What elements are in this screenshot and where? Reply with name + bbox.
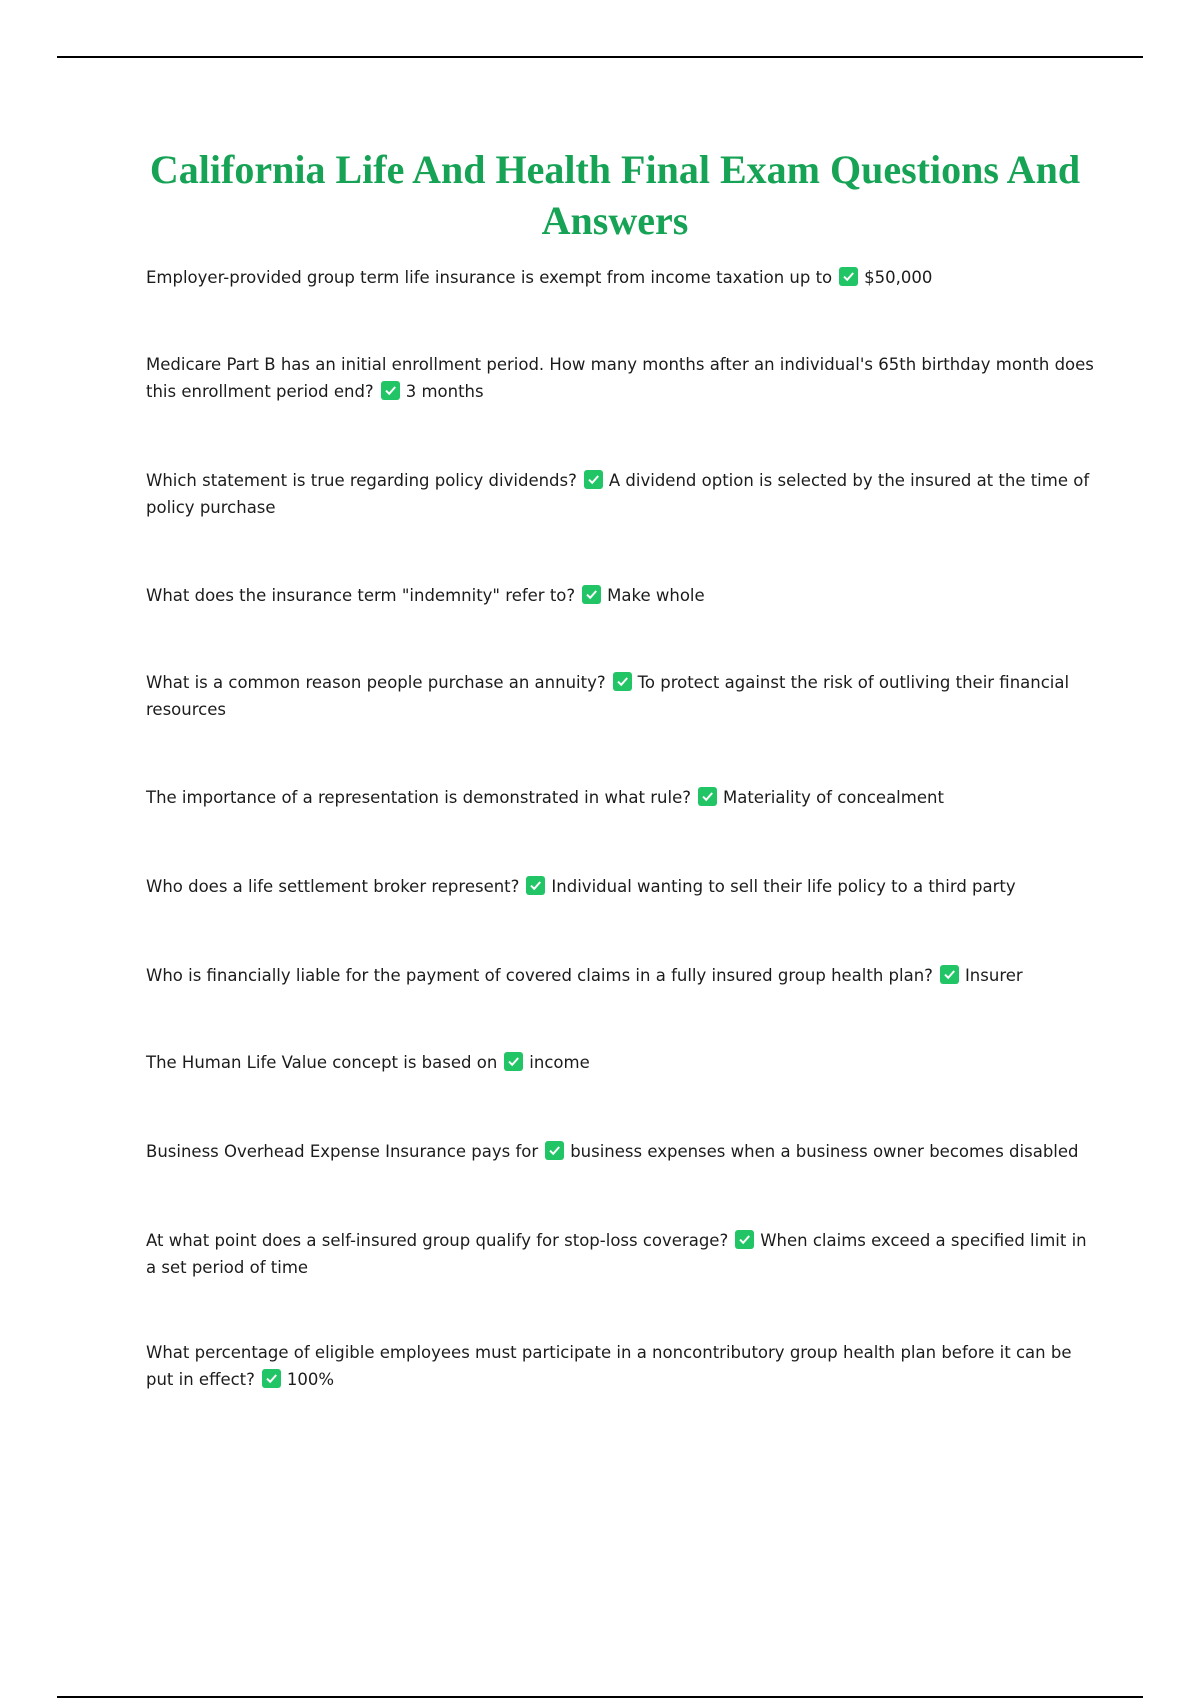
- qa-item: [146, 669, 1096, 723]
- question-text: Medicare Part B has an initial enrollment period. How many months after an individual's 65th birthday month does this enrollment period end?: [146, 355, 1094, 401]
- question-text: The importance of a representation is demonstrated in what rule?: [146, 788, 691, 807]
- question-text: Employer-provided group term life insurance is exempt from income taxation up to: [146, 268, 833, 287]
- checkmark-icon: [582, 585, 601, 604]
- answer-text: income: [529, 1053, 590, 1072]
- answer-text: 3 months: [405, 382, 484, 401]
- answer-text: When claims exceed a specified limit in a set period of time: [146, 1231, 1087, 1277]
- checkmark-icon: [504, 1052, 523, 1071]
- qa-item: [146, 1227, 1096, 1281]
- question-text: Who does a life settlement broker represent?: [146, 877, 520, 896]
- checkmark-icon: [698, 787, 717, 806]
- question-text: Business Overhead Expense Insurance pays for: [146, 1142, 539, 1161]
- checkmark-icon: [940, 965, 959, 984]
- question-text: What does the insurance term "indemnity" refer to?: [146, 586, 576, 605]
- answer-text: Individual wanting to sell their life policy to a third party: [551, 877, 1016, 896]
- qa-item: [146, 351, 1096, 405]
- answer-text: 100%: [286, 1370, 335, 1389]
- question-text: Who is financially liable for the payment of covered claims in a fully insured group health plan?: [146, 966, 933, 985]
- top-rule: [57, 56, 1143, 58]
- checkmark-icon: [262, 1369, 281, 1388]
- checkmark-icon: [545, 1141, 564, 1160]
- question-text: At what point does a self-insured group qualify for stop-loss coverage?: [146, 1231, 729, 1250]
- qa-item: [146, 582, 1096, 609]
- question-text: Which statement is true regarding policy dividends?: [146, 471, 577, 490]
- checkmark-icon: [526, 876, 545, 895]
- checkmark-icon: [584, 470, 603, 489]
- qa-item: [146, 264, 1096, 291]
- page-title: California Life And Health Final Exam Questions And Answers: [149, 147, 1081, 243]
- question-text: What percentage of eligible employees must participate in a noncontributory group health plan before it can be put in effect?: [146, 1343, 1072, 1389]
- qa-item: [146, 467, 1096, 521]
- checkmark-icon: [613, 672, 632, 691]
- answer-text: Make whole: [607, 586, 705, 605]
- question-text: What is a common reason people purchase an annuity?: [146, 673, 606, 692]
- qa-item: [146, 962, 1096, 989]
- checkmark-icon: [839, 267, 858, 286]
- checkmark-icon: [381, 381, 400, 400]
- answer-text: A dividend option is selected by the insured at the time of policy purchase: [146, 471, 1090, 517]
- qa-item: [146, 784, 1096, 811]
- answer-text: Materiality of concealment: [722, 788, 944, 807]
- qa-item: [146, 1049, 1096, 1076]
- answer-text: To protect against the risk of outliving their financial resources: [146, 673, 1070, 719]
- checkmark-icon: [735, 1230, 754, 1249]
- answer-text: Insurer: [964, 966, 1023, 985]
- qa-item: [146, 1138, 1096, 1165]
- bottom-rule: [57, 1696, 1143, 1698]
- question-text: The Human Life Value concept is based on: [146, 1053, 498, 1072]
- qa-item: [146, 873, 1096, 900]
- qa-item: [146, 1339, 1096, 1393]
- answer-text: business expenses when a business owner becomes disabled: [570, 1142, 1079, 1161]
- answer-text: $50,000: [864, 268, 933, 287]
